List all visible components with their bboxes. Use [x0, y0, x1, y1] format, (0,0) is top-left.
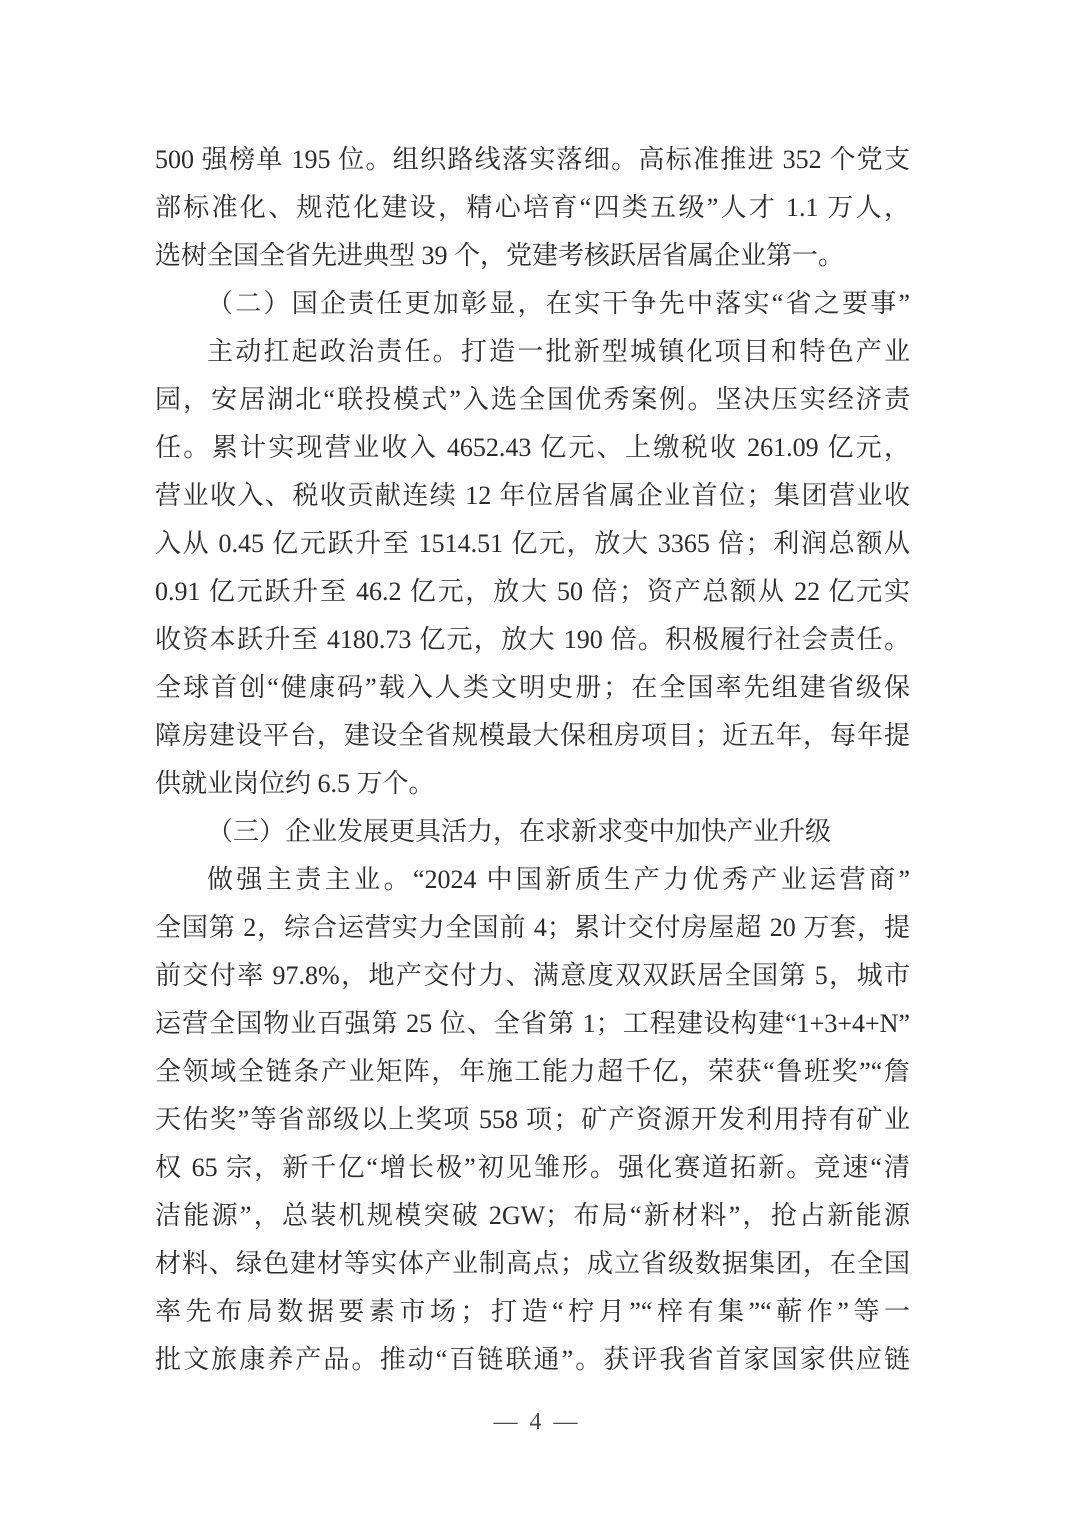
text-line: 园，安居湖北“联投模式”入选全国优秀案例。坚决压实经济责 — [155, 385, 910, 414]
text-line: 全球首创“健康码”载入人类文明史册；在全国率先组建省级保 — [155, 673, 910, 702]
text-line: 天佑奖”等省部级以上奖项 558 项；矿产资源开发利用持有矿业 — [155, 1105, 910, 1134]
text-line: 运营全国物业百强第 25 位、全省第 1；工程建设构建“1+3+4+N” — [155, 1009, 910, 1038]
text-line: 部标准化、规范化建设，精心培育“四类五级”人才 1.1 万人， — [155, 193, 910, 222]
text-line: 0.91 亿元跃升至 46.2 亿元，放大 50 倍；资产总额从 22 亿元实 — [155, 577, 910, 606]
heading-line: （三）企业发展更具活力，在求新求变中加快产业升级 — [207, 817, 832, 846]
page-number: — 4 — — [493, 1409, 581, 1435]
text-line: 主动扛起政治责任。打造一批新型城镇化项目和特色产业 — [207, 337, 910, 366]
heading-line: （二）国企责任更加彰显，在实干争先中落实“省之要事” — [207, 289, 910, 318]
text-line: 材料、绿色建材等实体产业制高点；成立省级数据集团，在全国 — [155, 1249, 910, 1278]
text-line: 洁能源”，总装机规模突破 2GW；布局“新材料”，抢占新能源 — [155, 1201, 910, 1230]
document-body — [155, 136, 910, 1384]
text-line: 入从 0.45 亿元跃升至 1514.51 亿元，放大 3365 倍；利润总额从 — [155, 529, 910, 558]
text-line: 做强主责主业。“2024 中国新质生产力优秀产业运营商” — [207, 865, 910, 894]
text-line: 供就业岗位约 6.5 万个。 — [155, 769, 435, 798]
text-line: 任。累计实现营业收入 4652.43 亿元、上缴税收 261.09 亿元， — [155, 433, 910, 462]
page-footer — [0, 1404, 1074, 1440]
text-line: 前交付率 97.8%，地产交付力、满意度双双跃居全国第 5，城市 — [155, 961, 910, 990]
text-line: 营业收入、税收贡献连续 12 年位居省属企业首位；集团营业收 — [155, 481, 910, 510]
text-line: 选树全国全省先进典型 39 个，党建考核跃居省属企业第一。 — [155, 241, 845, 270]
text-line: 权 65 宗，新千亿“增长极”初见雏形。强化赛道拓新。竞速“清 — [155, 1153, 910, 1182]
text-line: 批文旅康养产品。推动“百链联通”。获评我省首家国家供应链 — [155, 1345, 910, 1374]
text-line: 障房建设平台，建设全省规模最大保租房项目；近五年，每年提 — [155, 721, 910, 750]
text-line: 率先布局数据要素市场；打造“柠月”“梓有集”“蕲作”等一 — [155, 1297, 910, 1326]
text-line: 全领域全链条产业矩阵，年施工能力超千亿，荣获“鲁班奖”“詹 — [155, 1057, 910, 1086]
text-line: 全国第 2，综合运营实力全国前 4；累计交付房屋超 20 万套，提 — [155, 913, 910, 942]
text-line: 收资本跃升至 4180.73 亿元，放大 190 倍。积极履行社会责任。 — [155, 625, 910, 654]
text-line: 500 强榜单 195 位。组织路线落实落细。高标准推进 352 个党支 — [155, 145, 910, 174]
